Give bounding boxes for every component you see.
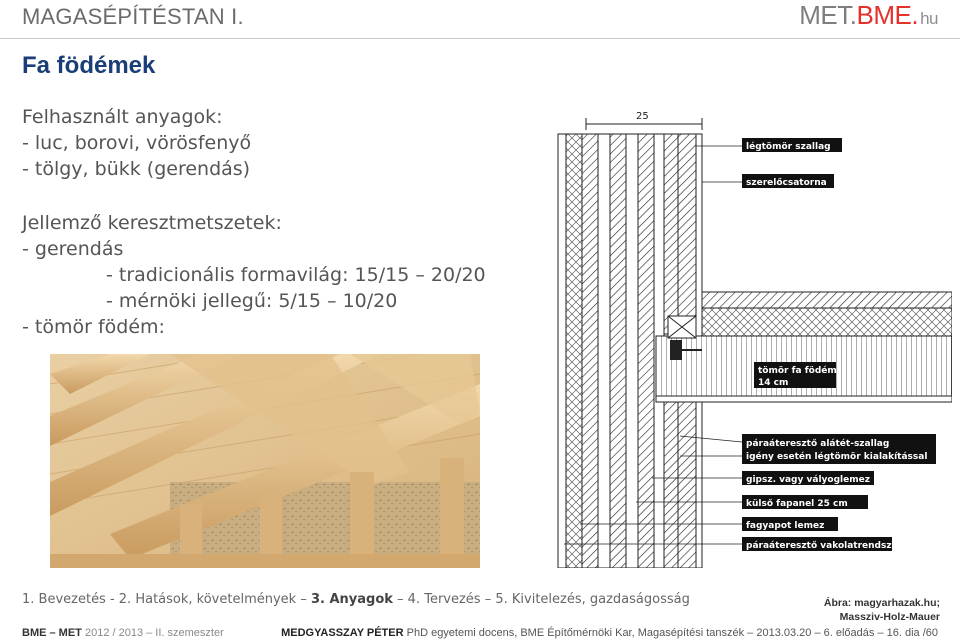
figure-caption — [824, 596, 940, 624]
beam-sub-item: - mérnöki jellegű: 5/15 – 10/20 — [106, 290, 398, 312]
footer-author: MEDGYASSZAY PÉTER — [281, 627, 404, 639]
drawing-label: páraáteresztő vakolatrendszer — [746, 541, 903, 551]
material-item: - luc, borovi, vörösfenyő — [22, 132, 252, 154]
footer-affiliation: PhD egyetemi docens, BME Építőmérnöki Kar, Magasépítési tanszék – 2013.03.20 – 6. előadás – 16. dia /60 — [403, 627, 938, 639]
footer-right — [281, 627, 938, 639]
logo-hu: hu — [920, 9, 938, 28]
course-title: MAGASÉPÍTÉSTAN I. — [22, 4, 244, 29]
footer-org: BME – MET — [22, 627, 82, 639]
floor-wall-detail-drawing — [556, 106, 952, 568]
slide-body — [22, 104, 562, 340]
drawing-label: páraáteresztő alátét-szallag — [746, 439, 890, 449]
drawing-label: igény esetén légtömör kialakítással — [746, 452, 928, 462]
drawing-label: külső fapanel 25 cm — [746, 499, 848, 509]
drawing-label: tömör fa födém — [758, 366, 837, 376]
beam-item: - gerendás — [22, 238, 124, 260]
lecture-navigation — [22, 592, 690, 607]
nav-part: – 4. Tervezés – 5. Kivitelezés, gazdaságosság — [392, 592, 690, 607]
materials-heading: Felhasznált anyagok: — [22, 106, 223, 128]
logo-met: MET. — [799, 0, 857, 30]
nav-current-section: 3. Anyagok — [310, 592, 393, 607]
drawing-label: szerelőcsatorna — [746, 178, 827, 188]
caption-line: Massziv-Holz-Mauer — [839, 611, 940, 623]
drawing-label: fagyapot lemez — [746, 521, 825, 531]
sections-heading: Jellemző keresztmetszetek: — [22, 212, 282, 234]
footer-semester: 2012 / 2013 – II. szemeszter — [81, 627, 224, 639]
solid-floor-item: - tömör födém: — [22, 316, 165, 338]
nav-part: 1. Bevezetés - 2. Hatások, követelmények – — [22, 592, 311, 607]
drawing-label: 14 cm — [758, 378, 789, 388]
footer — [0, 624, 960, 642]
dimension-label: 25 — [636, 111, 649, 122]
caption-line: Ábra: magyarhazak.hu; — [823, 597, 940, 609]
drawing-label: gipsz. vagy vályoglemez — [746, 475, 870, 485]
material-item: - tölgy, bükk (gerendás) — [22, 158, 251, 180]
slide-title: Fa födémek — [22, 52, 156, 79]
drawing-label: légtömör szallag — [746, 142, 831, 152]
logo-bme: BME. — [856, 0, 919, 30]
beam-sub-item: - tradicionális formavilág: 15/15 – 20/20 — [106, 264, 486, 286]
timber-ceiling-photo — [50, 354, 480, 568]
met-bme-logo — [799, 0, 938, 31]
footer-left — [22, 627, 224, 639]
header-divider — [0, 38, 960, 39]
